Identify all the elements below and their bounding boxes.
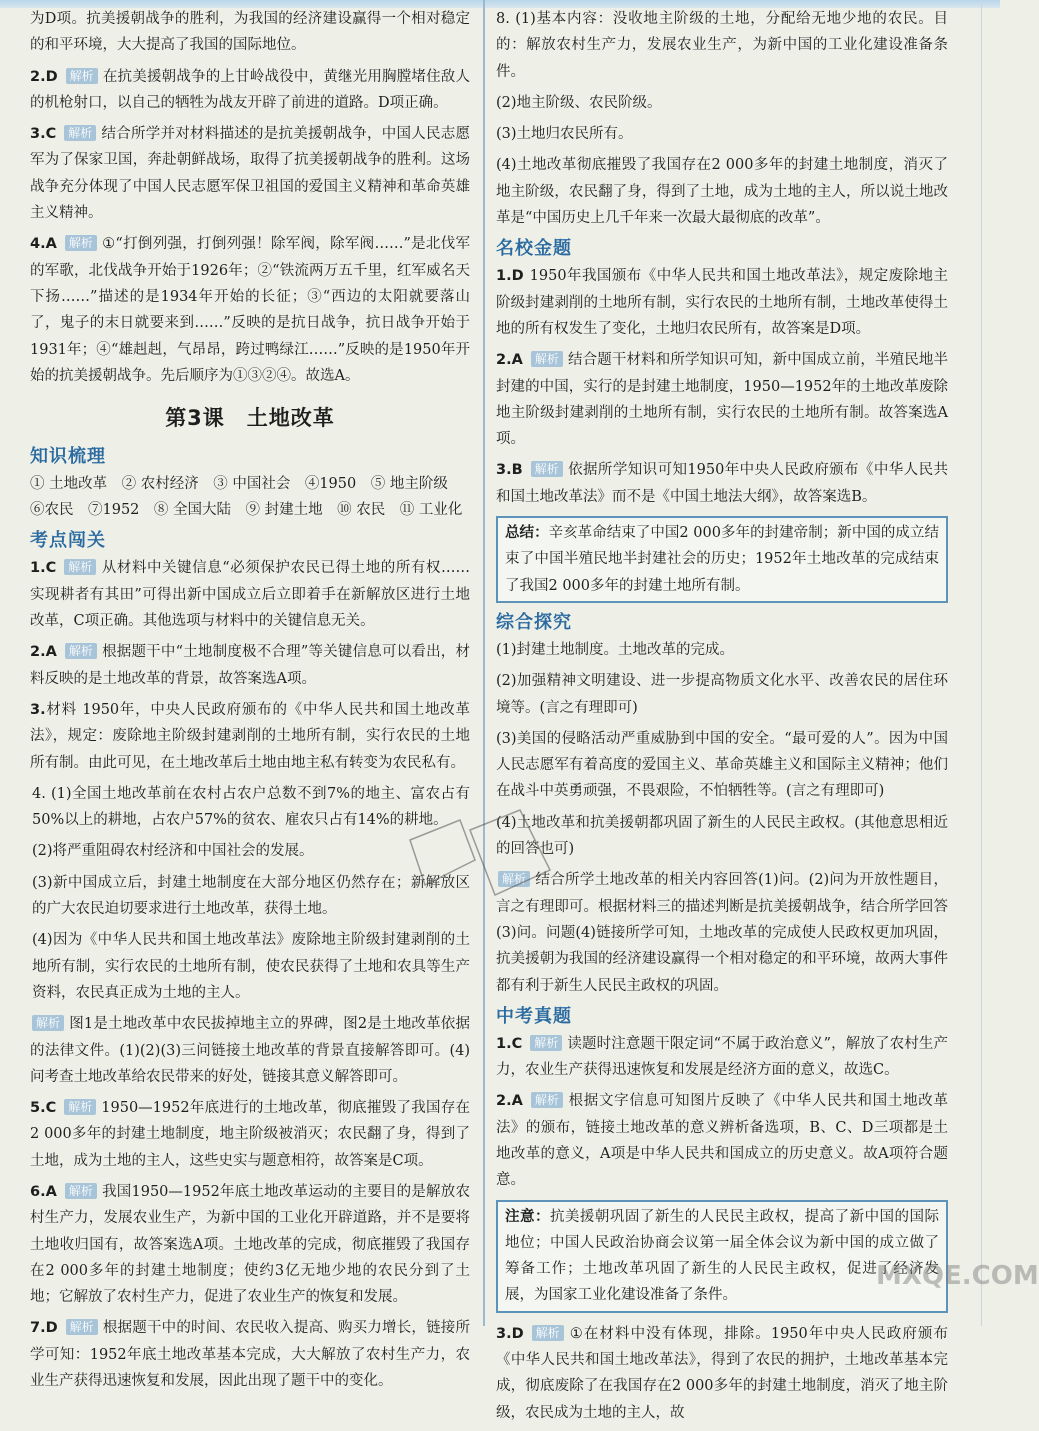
summary-box [496, 516, 948, 603]
knowledge-line: ① 土地改革 ② 农村经济 ③ 中国社会 ④1950 ⑤ 地主阶级 [30, 476, 448, 493]
answer-item: 6.A 解析 我国1950—1952年底土地改革运动的主要目的是解放农村生产力，发展农业生产，为新中国的工业化开辟道路，并不是要将土地收归国有，故答案选A项。土地改革的完成，彻底摧毁了我国存在2 000多年的封建土地制度；使约3亿无地少地的农民分到了土地；它解放了农村生产力，促进了农业生产的恢复和发展。 [30, 1183, 470, 1306]
summary-heading: 总结： [505, 525, 549, 542]
right-column [496, 6, 948, 1431]
answer-line: (4)土地改革彻底摧毁了我国存在2 000多年的封建土地制度，消灭了地主阶级，农民翻了身，得到了土地，成为土地的主人，所以说土地改革是“中国历史上几千年来一次最大最彻底的改革”。 [496, 157, 948, 227]
right-margin-line [981, 0, 982, 1326]
section-heading-points: 考点闯关 [30, 530, 106, 552]
answer-item: 2.D 解析 在抗美援朝战争的上甘岭战役中，黄继光用胸膛堵住敌人的机枪射口，以自己的牺牲为战友开辟了前进的道路。D项正确。 [30, 68, 470, 111]
answer-item: 3.C 解析 结合所学并对材料描述的是抗美援朝战争，中国人民志愿军为了保家卫国，奔赴朝鲜战场，取得了抗美援朝战争的胜利。这场战争充分体现了中国人民志愿军保卫祖国的爱国主义精神和革命英雄主义精神。 [30, 126, 470, 222]
knowledge-line: ⑥农民 ⑦1952 ⑧ 全国大陆 ⑨ 封建土地 ⑩ 农民 ⑪ 工业化 [30, 502, 463, 519]
analysis-tag: 解析 [66, 1319, 98, 1335]
analysis-tag: 解析 [64, 559, 96, 575]
answer-item: 7.D 解析 根据题干中的时间、农民收入提高、购买力增长，链接所学可知：1952年底土地改革基本完成，大大解放了农村生产力，农业生产获得迅速恢复和发展，因此出现了题干中的变化。 [30, 1320, 470, 1390]
analysis-tag: 解析 [65, 643, 97, 659]
answer-line: (2)地主阶级、农民阶级。 [496, 94, 662, 111]
analysis-tag: 解析 [65, 1183, 97, 1199]
section-heading-exam: 中考真题 [496, 1005, 572, 1027]
column-divider [483, 0, 485, 1326]
analysis-tag: 解析 [64, 125, 96, 141]
answer-line: (4)土地改革和抗美援朝都巩固了新生的人民民主政权。(其他意思相近的回答也可) [496, 814, 948, 858]
section-heading-knowledge: 知识梳理 [30, 446, 106, 468]
lesson-title: 第3课 土地改革 [165, 406, 335, 431]
analysis-paragraph: 解析 结合所学土地改革的相关内容回答(1)问。(2)问为开放性题目，言之有理即可。根据材料三的描述判断是抗美援朝战争，结合所学回答(3)问。问题(4)链接所学可知，土地改革的完成使人民政权更加巩固，抗美援朝为我国的经济建设赢得一个相对稳定的和平环境，故两大事件都有利于新生人民民主政权的巩固。 [496, 872, 948, 994]
answer-item: 4.A 解析 ①“打倒列强，打倒列强！除军阀，除军阀……”是北伐军的军歌，北伐战争开始于1926年；②“铁流两万五千里，红军威名天下扬……”描述的是1934年开始的长征；③“西边的太阳就要落山了，鬼子的末日就要来到……”反映的是抗日战争，抗日战争开始于1931年；④“雄赳赳，气昂昂，跨过鸭绿江……”反映的是1950年开始的抗美援朝战争。先后顺序为①③②④。故选A。 [30, 236, 470, 384]
analysis-tag: 解析 [66, 68, 98, 84]
answer-item: 2.A 解析 根据文字信息可知图片反映了《中华人民共和国土地改革法》的颁布，链接土地改革的意义辨析备选项，B、C、D三项都是土地改革的意义，A项是中华人民共和国成立的历史意义。故A项符合题意。 [496, 1093, 948, 1189]
analysis-tag: 解析 [532, 1325, 564, 1341]
answer-line: (3)美国的侵略活动严重威胁到中国的安全。“最可爱的人”。因为中国人民志愿军有着高度的爱国主义、革命英雄主义和国际主义精神；他们在战斗中英勇顽强，不畏艰险，不怕牺牲等。(言之有理即可) [496, 730, 948, 800]
note-heading: 注意： [505, 1208, 550, 1225]
answer-item: 3.B 解析 依据所学知识可知1950年中央人民政府颁布《中华人民共和国土地改革法》而不是《中国土地法大纲》，故答案选B。 [496, 462, 948, 505]
knowledge-list [30, 471, 470, 523]
answer-line: (2)加强精神文明建设、进一步提高物质文化水平、改善农民的居住环境等。(言之有理即可) [496, 673, 948, 716]
answer-item: 1.C 解析 从材料中关键信息“必须保护农民已得土地的所有权……实现耕者有其田”可得出新中国成立后立即着手在新解放区进行土地改革，C项正确。其他选项与材料中的关键信息无关。 [30, 560, 470, 630]
answer-item-8 [496, 6, 948, 231]
analysis-tag: 解析 [531, 1092, 563, 1108]
analysis-tag: 解析 [530, 1035, 562, 1051]
answer-line: (4)因为《中华人民共和国土地改革法》废除地主阶级封建剥削的土地所有制，实行农民的土地所有制，使农民获得了土地和农具等生产资料，农民真正成为土地的主人。 [32, 932, 470, 1001]
section-heading-explore: 综合探究 [496, 611, 572, 633]
section-heading-famous: 名校金题 [496, 238, 572, 260]
answer-item-4 [30, 781, 470, 1090]
answer-item: 5.C 解析 1950—1952年底进行的土地改革，彻底摧毁了我国存在2 000多年的封建土地制度，地主阶级被消灭；农民翻了身，得到了土地，成为土地的主人，这些史实与题意相符，故答案是C项。 [30, 1100, 470, 1169]
answer-item: 3.材料 1950年，中央人民政府颁布的《中华人民共和国土地改革法》，规定：废除地主阶级封建剥削的土地所有制，实行农民的土地所有制。由此可见，在土地改革后土地由地主私有转变为农民私有。 [30, 701, 470, 771]
answer-line: 8. (1)基本内容：没收地主阶级的土地，分配给无地少地的农民。目的：解放农村生产力，发展农业生产，为新中国的工业化建设准备条件。 [496, 11, 948, 80]
answer-line: (3)新中国成立后，封建土地制度在大部分地区仍然存在；新解放区的广大农民迫切要求进行土地改革，获得土地。 [32, 874, 470, 918]
note-box [496, 1200, 948, 1313]
watermark-logo: MXQE.COM [876, 1261, 1039, 1291]
note-text: 抗美援朝巩固了新生的人民民主政权，提高了新中国的国际地位；中国人民政治协商会议第一届全体会议为新中国的成立做了筹备工作；土地改革巩固了新生的人民民主政权，促进了经济发展，为国家工业化建设准备了条件。 [505, 1208, 940, 1304]
left-column [30, 6, 470, 1399]
analysis-tag: 解析 [498, 871, 530, 887]
analysis-paragraph: 解析 图1是土地改革中农民拔掉地主立的界碑，图2是土地改革依据的法律文件。(1)(2)(3)三问链接土地改革的背景直接解答即可。(4)问考查土地改革给农民带来的好处，链接其意义解答即可。 [30, 1016, 470, 1085]
analysis-tag: 解析 [531, 461, 563, 477]
answer-line: (1)封建土地制度。土地改革的完成。 [496, 641, 735, 658]
analysis-tag: 解析 [32, 1015, 64, 1031]
answer-item: 1.C 解析 读题时注意题干限定词“不属于政治意义”，解放了农村生产力，农业生产获得迅速恢复和发展是经济方面的意义，故选C。 [496, 1035, 948, 1079]
answer-item: 2.A 解析 根据题干中“土地制度极不合理”等关键信息可以看出，材料反映的是土地改革的背景，故答案选A项。 [30, 644, 470, 687]
analysis-tag: 解析 [531, 351, 563, 367]
answer-item: 3.D 解析 ①在材料中没有体现，排除。1950年中央人民政府颁布《中华人民共和国土地改革法》，得到了农民的拥护，土地改革基本完成，彻底废除了在我国存在2 000多年的封建土地制度，消灭了地主阶级，农民成为土地的主人，故 [496, 1325, 948, 1421]
answer-line: (2)将严重阻碍农村经济和中国社会的发展。 [32, 843, 314, 860]
answer-item: 1.D 1950年我国颁布《中华人民共和国土地改革法》，规定废除地主阶级封建剥削的土地所有制，实行农民的土地所有制，土地改革使得土地的所有权发生了变化，土地归农民所有，故答案是D项。 [496, 268, 948, 337]
summary-text: 辛亥革命结束了中国2 000多年的封建帝制；新中国的成立结束了中国半殖民地半封建社会的历史；1952年土地改革的完成结束了我国2 000多年的封建土地所有制。 [505, 525, 939, 594]
answer-line: (3)土地归农民所有。 [496, 126, 633, 143]
analysis-tag: 解析 [65, 235, 97, 251]
continued-answer: 为D项。抗美援朝战争的胜利，为我国的经济建设赢得一个相对稳定的和平环境，大大提高了我国的国际地位。 [30, 11, 470, 54]
answers-before [30, 64, 470, 390]
answer-line: 4. (1)全国土地改革前在农村占农户总数不到7%的地主、富农占有50%以上的耕地，占农户57%的贫农、雇农只占有14%的耕地。 [32, 785, 470, 829]
answer-item: 2.A 解析 结合题干材料和所学知识可知，新中国成立前，半殖民地半封建的中国，实行的是封建土地制度，1950—1952年的土地改革废除地主阶级封建剥削的土地所有制，实行农民的土地所有制。故答案选A项。 [496, 352, 948, 448]
analysis-tag: 解析 [64, 1099, 96, 1115]
